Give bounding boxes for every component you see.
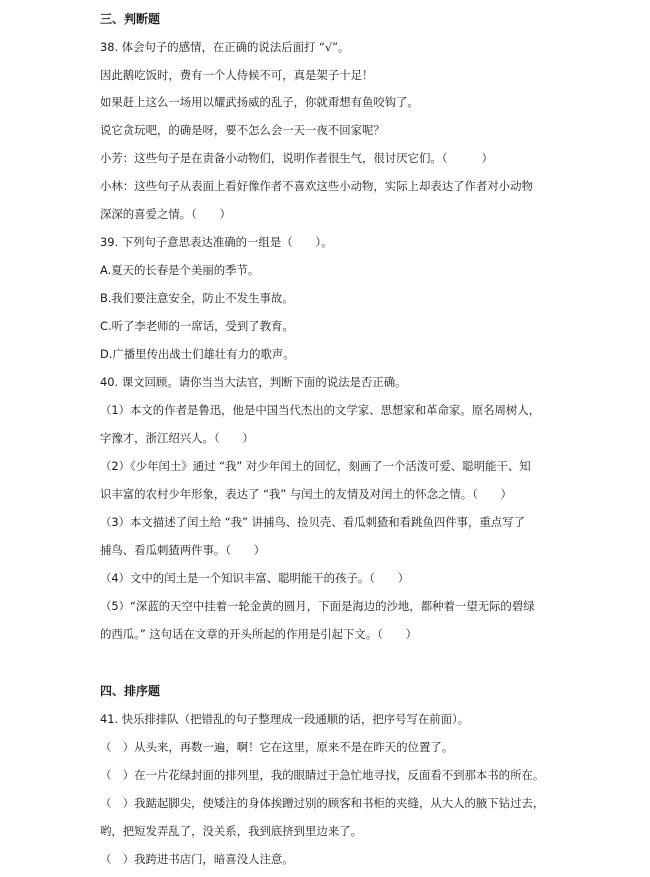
q41-sentence-3-line-1: （ ）我踮起脚尖，使矮注的身体挨蹭过别的顾客和书柜的夹缝，从大人的腋下钻过去，	[100, 796, 545, 810]
q41-sentence-3-line-2: 哟，把短发弄乱了，没关系，我到底挤到里边来了。	[100, 824, 362, 838]
q40-item-1-line-2: 字豫才，浙江绍兴人。（ ）	[100, 431, 254, 445]
q40-item-2-line-1: （2）《少年闰土》通过 “我” 对少年闰土的回忆，刻画了一个活泼可爱、聪明能干、知	[100, 459, 531, 473]
q41-sentence-2: （ ）在一片花绿封面的排列里，我的眼睛过于急忙地寻找，反面看不到那本书的所在。	[100, 768, 545, 782]
q40-item-5-line-1: （5）“深蓝的天空中挂着一轮金黄的圆月，下面是海边的沙地，都种着一望无际的碧绿	[100, 599, 535, 613]
q39-option-d: D.广播里传出战士们雄壮有力的歌声。	[100, 347, 295, 361]
section-heading-judgement: 三、判断题	[100, 12, 161, 26]
q38-sentence-2: 如果赶上这么一场用以耀武扬威的乱子，你就甭想有鱼咬钩了。	[100, 95, 419, 109]
q38-xiaolin-line-2: 深深的喜爱之情。（ ）	[100, 207, 231, 221]
q40-item-2-line-2: 识丰富的农村少年形象，表达了 “我” 与闰土的友情及对闰土的怀念之情。（ ）	[100, 487, 513, 501]
q41-sentence-1: （ ）从头来，再数一遍，啊！它在这里，原来不是在昨天的位置了。	[100, 740, 454, 754]
q41-stem: 41. 快乐排排队（把错乱的句子整理成一段通顺的话，把序号写在前面）。	[100, 712, 470, 726]
q40-item-3-line-2: 捕鸟、看瓜刺猹两件事。（ ）	[100, 543, 266, 557]
q38-xiaolin-line-1: 小林：这些句子从表面上看好像作者不喜欢这些小动物，实际上却表达了作者对小动物	[100, 179, 533, 193]
q38-sentence-1: 因此鹅吃饭时，费有一个人侍候不可，真是架子十足！	[100, 68, 374, 82]
section-heading-ordering: 四、排序题	[100, 684, 161, 698]
q41-sentence-4: （ ）我跨进书店门，暗喜没人注意。	[100, 852, 294, 866]
q40-item-4: （4）文中的闰土是一个知识丰富、聪明能干的孩子。（ ）	[100, 571, 410, 585]
q40-item-3-line-1: （3）本文描述了闰土给 “我” 讲捕鸟、捡贝壳、看瓜刺猹和看跳鱼四件事，重点写了	[100, 515, 525, 529]
q38-xiaofang: 小芳：这些句子是在责备小动物们，说明作者很生气，很讨厌它们。（ ）	[100, 151, 493, 165]
q40-item-1-line-1: （1）本文的作者是鲁迅，他是中国当代杰出的文学家、思想家和革命家。原名周树人，	[100, 403, 541, 417]
q39-stem: 39. 下列句子意思表达准确的一组是（ ）。	[100, 235, 333, 249]
q39-option-b: B.我们要注意安全，防止不发生事故。	[100, 291, 294, 305]
q38-stem: 38. 体会句子的感情，在正确的说法后面打 “√”。	[100, 40, 350, 54]
q38-sentence-3: 说它贪玩吧，的确是呀，要不怎么会一天一夜不回家呢？	[100, 123, 385, 137]
q40-stem: 40. 课文回顾。请你当当大法官，判断下面的说法是否正确。	[100, 375, 407, 389]
q39-option-c: C.听了李老师的一席话，受到了教育。	[100, 319, 294, 333]
q39-option-a: A.夏天的长春是个美丽的季节。	[100, 263, 260, 277]
q40-item-5-line-2: 的西瓜。” 这句话在文章的开头所起的作用是引起下文。（ ）	[100, 627, 418, 641]
